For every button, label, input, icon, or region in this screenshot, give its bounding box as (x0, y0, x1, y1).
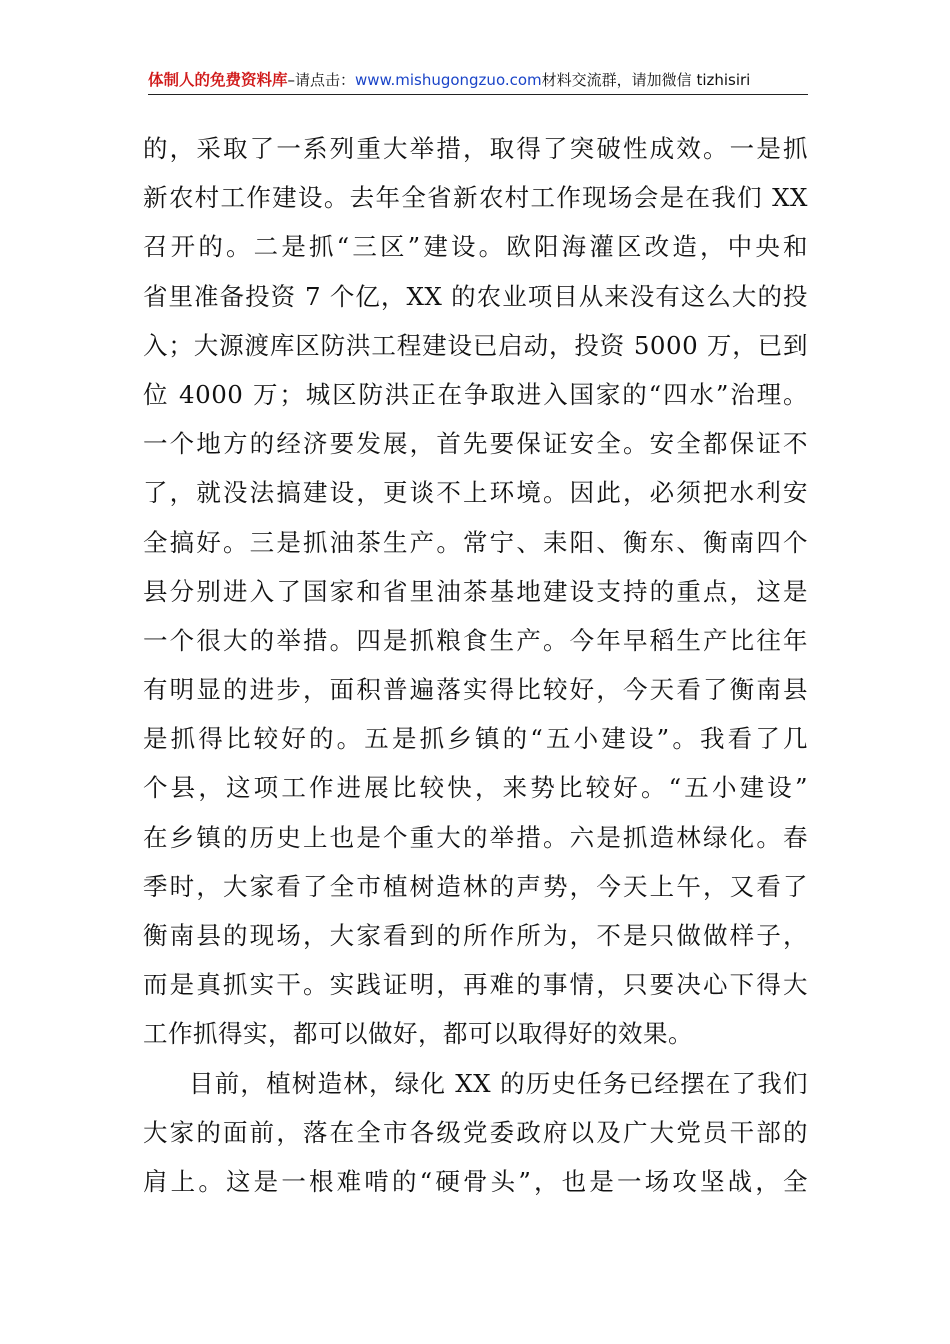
header-brand: 体制人的免费资料库 (148, 71, 288, 89)
body-line: 县分别进入了国家和省里油茶基地建设支持的重点，这是 (143, 576, 808, 606)
body-line: 是抓得比较好的。五是抓乡镇的“五小建设”。我看了几 (143, 724, 808, 754)
body-line: 入；大源渡库区防洪工程建设已启动，投资 5000 万，已到 (143, 330, 808, 360)
body-line: 一个很大的举措。四是抓粮食生产。今年早稻生产比往年 (143, 625, 808, 655)
body-line: 全搞好。三是抓油茶生产。常宁、耒阳、衡东、衡南四个 (143, 527, 808, 557)
body-line: 有明显的进步，面积普遍落实得比较好，今天看了衡南县 (143, 675, 808, 705)
body-line: 一个地方的经济要发展，首先要保证安全。安全都保证不 (143, 429, 808, 459)
body-line: 的，采取了一系列重大举措，取得了突破性成效。一是抓 (143, 134, 808, 163)
body-line: 了，就没法搞建设，更谈不上环境。因此，必须把水利安 (143, 478, 808, 508)
paragraph-start-line: 目前，植树造林，绿化 XX 的历史任务已经摆在了我们 (189, 1068, 808, 1098)
body-line: 大家的面前，落在全市各级党委政府以及广大党员干部的 (143, 1117, 808, 1147)
body-line: 召开的。二是抓“三区”建设。欧阳海灌区改造，中央和 (143, 232, 808, 262)
header-url-link[interactable]: www.mishugongzuo.com (355, 71, 542, 89)
body-line: 个县，这项工作进展比较快，来势比较好。“五小建设” (143, 773, 808, 803)
body-line: 位 4000 万；城区防洪正在争取进入国家的“四水”治理。 (143, 379, 808, 409)
header-prompt: –请点击： (287, 71, 356, 89)
body-line: 而是真抓实干。实践证明，再难的事情，只要决心下得大 (143, 970, 808, 1000)
document-body (143, 124, 808, 1206)
body-line: 新农村工作建设。去年全省新农村工作现场会是在我们 XX (143, 183, 808, 213)
body-line: 在乡镇的历史上也是个重大的举措。六是抓造林绿化。春 (143, 822, 808, 852)
header-wechat-note: 材料交流群，请加微信 tizhisiri (541, 71, 751, 89)
body-line: 省里准备投资 7 个亿，XX 的农业项目从来没有这么大的投 (143, 281, 808, 311)
paragraph-end-line: 工作抓得实，都可以做好，都可以取得好的效果。 (143, 1019, 693, 1049)
body-line: 季时，大家看了全市植树造林的声势，今天上午，又看了 (143, 871, 808, 901)
body-line: 衡南县的现场，大家看到的所作所为，不是只做做样子， (143, 921, 808, 950)
body-line: 肩上。这是一根难啃的“硬骨头”，也是一场攻坚战，全 (143, 1166, 808, 1196)
page-header (148, 68, 808, 95)
